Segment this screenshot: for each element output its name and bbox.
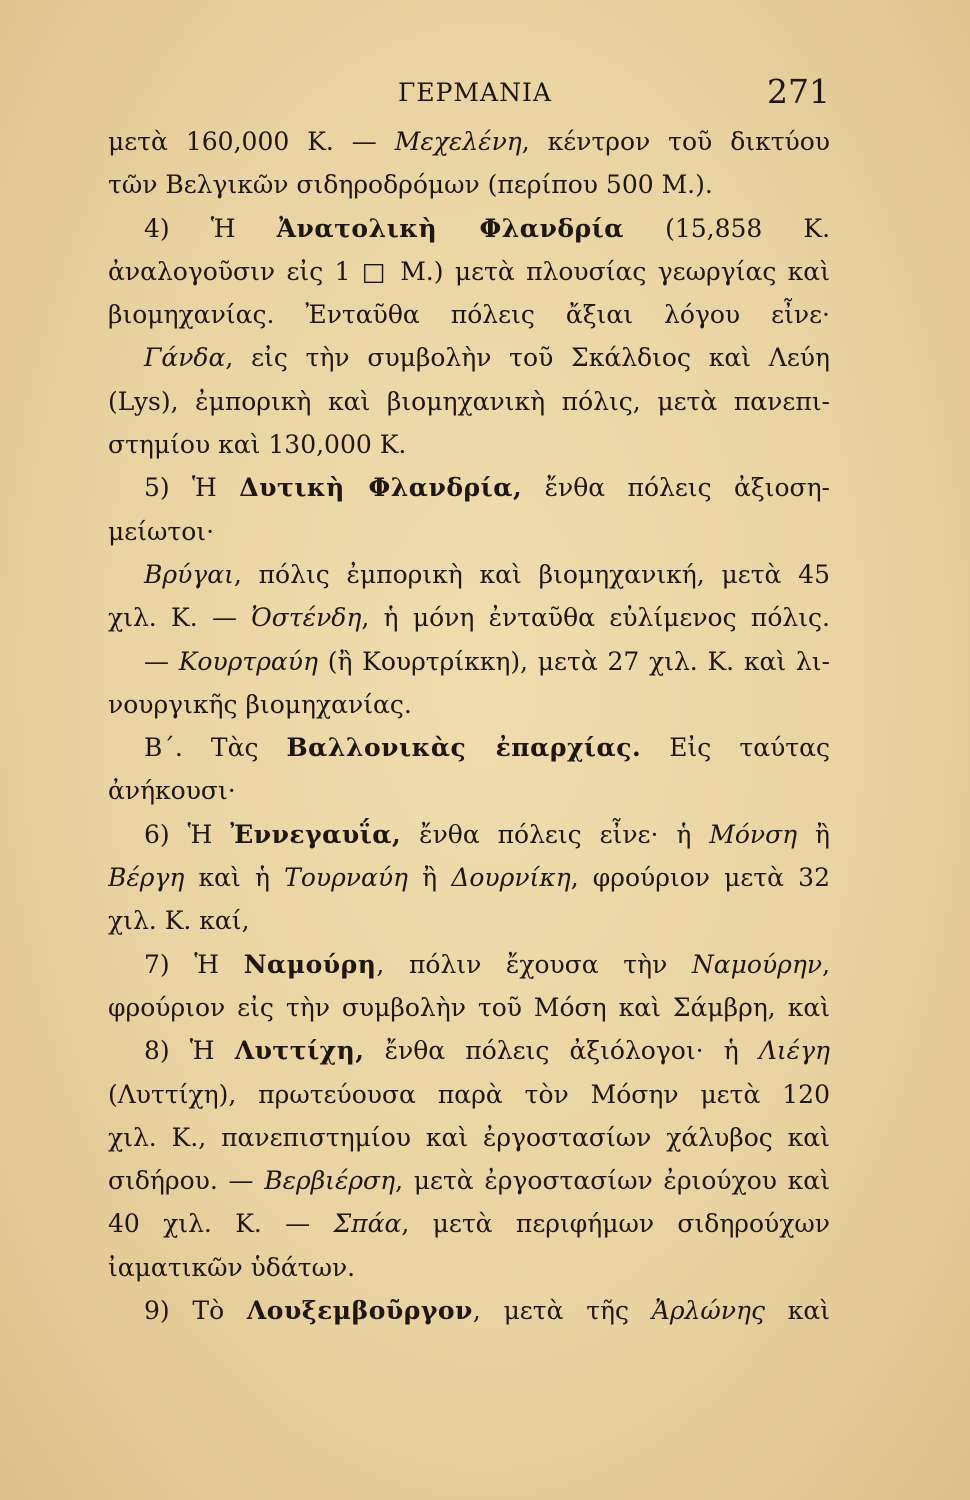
italic-place-name: Σπάα: [333, 1209, 402, 1239]
bold-heading: Ἀνατολικὴ Φλανδρία: [276, 213, 625, 243]
text-line: [108, 1246, 830, 1289]
italic-place-name: Μεχελένη: [394, 127, 522, 156]
text-run: 7) Ἡ: [144, 949, 244, 979]
bold-heading: Λυττίχη,: [234, 1036, 365, 1066]
italic-place-name: Βρύγαι: [144, 559, 234, 589]
text-run: , κέντρον τοῦ δικτύου: [521, 127, 830, 156]
text-run: , ἡ μόνη ἐνταῦθα εὐλίμενος πόλις.: [361, 603, 830, 633]
text-run: χιλ. Κ. καί,: [108, 906, 250, 936]
text-line: [108, 640, 830, 683]
text-run: τῶν Βελγικῶν σιδηροδρόμων (περίπου 500 Μ.).: [108, 170, 713, 200]
text-line: [108, 250, 830, 293]
text-line: [108, 856, 830, 899]
text-run: , εἰς τὴν συμβολὴν τοῦ Σκάλδιος καὶ Λεύη: [225, 343, 830, 373]
text-line: [108, 1202, 830, 1245]
italic-place-name: Δουρνίκη: [451, 863, 571, 893]
text-line: [108, 1159, 830, 1202]
running-title: ΓΕΡΜΑΝΙΑ: [398, 78, 552, 107]
bold-heading: Ναμούρη: [243, 949, 377, 979]
text-run: 6) Ἡ: [144, 819, 231, 849]
text-run: βιομηχανίας. Ἐνταῦθα πόλεις ἄξιαι λόγου εἶνε·: [108, 300, 830, 330]
page-header: [108, 72, 830, 112]
text-run: καὶ ἡ: [184, 863, 285, 893]
text-run: 40 χιλ. Κ. —: [108, 1209, 334, 1239]
italic-place-name: Λιέγη: [758, 1036, 830, 1066]
text-line: [108, 726, 830, 769]
text-line: [108, 336, 830, 379]
text-run: —: [144, 646, 179, 676]
text-run: ἀναλογοῦσιν εἰς 1 □ Μ.) μετὰ πλουσίας γεωργίας καὶ: [108, 256, 830, 286]
bold-heading: Βαλλονικὰς ἐπαρχίας.: [286, 733, 642, 763]
text-line: [108, 1116, 830, 1159]
text-run: 4) Ἡ: [144, 213, 277, 243]
text-run: μείωτοι·: [108, 516, 215, 546]
text-line: [108, 1029, 830, 1072]
bold-heading: Λουξεμβοῦργον: [246, 1296, 473, 1326]
text-line: [108, 986, 830, 1029]
italic-place-name: Ναμούρην: [691, 949, 823, 979]
text-run: Εἰς ταύτας: [641, 733, 830, 763]
italic-place-name: Τουρναύη: [284, 863, 409, 893]
text-run: σιδήρου. —: [108, 1166, 265, 1196]
italic-place-name: Βέργη: [108, 863, 185, 893]
text-line: [108, 1289, 830, 1332]
text-line: [108, 553, 830, 596]
text-line: [108, 943, 830, 986]
text-run: , μετὰ τῆς: [472, 1296, 652, 1326]
text-run: 8) Ἡ: [144, 1036, 235, 1066]
text-run: , φρούριον μετὰ 32: [570, 863, 830, 893]
italic-place-name: Ἀρλώνης: [651, 1296, 765, 1326]
text-run: ἰαματικῶν ὑδάτων.: [108, 1252, 356, 1282]
text-run: ἢ: [797, 819, 830, 849]
italic-place-name: Γάνδα: [144, 343, 226, 373]
bold-heading: Ἐννεγαυΐα,: [230, 819, 402, 849]
text-run: χιλ. Κ. —: [108, 603, 252, 633]
text-run: καὶ: [764, 1296, 830, 1326]
text-line: [108, 423, 830, 466]
italic-place-name: Κουρτραύη: [178, 646, 318, 676]
page-number: 271: [767, 72, 830, 111]
text-run: ,: [822, 949, 830, 979]
text-run: (Λυττίχη), πρωτεύουσα παρὰ τὸν Μόσην μετὰ 120: [108, 1079, 830, 1109]
text-line: [108, 466, 830, 509]
text-line: [108, 380, 830, 423]
text-run: , μετὰ ἐργοστασίων ἐριούχου καὶ: [395, 1166, 830, 1196]
text-line: [108, 813, 830, 856]
italic-place-name: Ὀστένδη: [251, 603, 362, 633]
text-run: νουργικῆς βιομηχανίας.: [108, 689, 412, 719]
text-line: [108, 683, 830, 726]
text-run: , μετὰ περιφήμων σιδηρούχων: [401, 1209, 830, 1239]
text-run: μετὰ 160,000 Κ. —: [108, 127, 395, 156]
text-run: στημίου καὶ 130,000 Κ.: [108, 430, 407, 460]
text-run: ἔνθα πόλεις ἀξιόλογοι· ἡ: [364, 1036, 759, 1066]
text-run: , πόλις ἐμπορικὴ καὶ βιομηχανική, μετὰ 45: [233, 559, 830, 589]
text-run: (Lys), ἐμπορικὴ καὶ βιομηχανικὴ πόλις, μετὰ πανεπι-: [108, 386, 830, 416]
text-run: ἔνθα πόλεις ἀξιοση-: [522, 473, 830, 503]
text-run: 5) Ἡ: [144, 473, 240, 503]
body-text: [108, 120, 830, 1332]
text-run: Β΄. Τὰς: [144, 733, 287, 763]
text-run: χιλ. Κ., πανεπιστημίου καὶ ἐργοστασίων χάλυβος καὶ: [108, 1122, 830, 1152]
text-run: (15,858 Κ.: [624, 213, 830, 243]
text-line: [108, 207, 830, 250]
text-line: [108, 899, 830, 942]
text-line: [108, 596, 830, 639]
text-run: , πόλιν ἔχουσα τὴν: [376, 949, 692, 979]
text-line: [108, 163, 830, 206]
text-run: φρούριον εἰς τὴν συμβολὴν τοῦ Μόση καὶ Σάμβρη, καὶ: [108, 992, 830, 1022]
text-run: ἔνθα πόλεις εἶνε· ἡ: [401, 819, 710, 849]
text-run: ἀνήκουσι·: [108, 776, 236, 806]
bold-heading: Δυτικὴ Φλανδρία,: [239, 473, 523, 503]
text-line: [108, 769, 830, 812]
text-line: [108, 120, 830, 163]
text-run: (ἢ Κουρτρίκκη), μετὰ 27 χιλ. Κ. καὶ λι-: [317, 646, 830, 676]
text-run: ἢ: [408, 863, 452, 893]
italic-place-name: Μόνση: [709, 819, 798, 849]
text-run: 9) Τὸ: [144, 1296, 247, 1326]
text-line: [108, 293, 830, 336]
italic-place-name: Βερβιέρση: [264, 1166, 396, 1196]
text-line: [108, 510, 830, 553]
text-line: [108, 1073, 830, 1116]
